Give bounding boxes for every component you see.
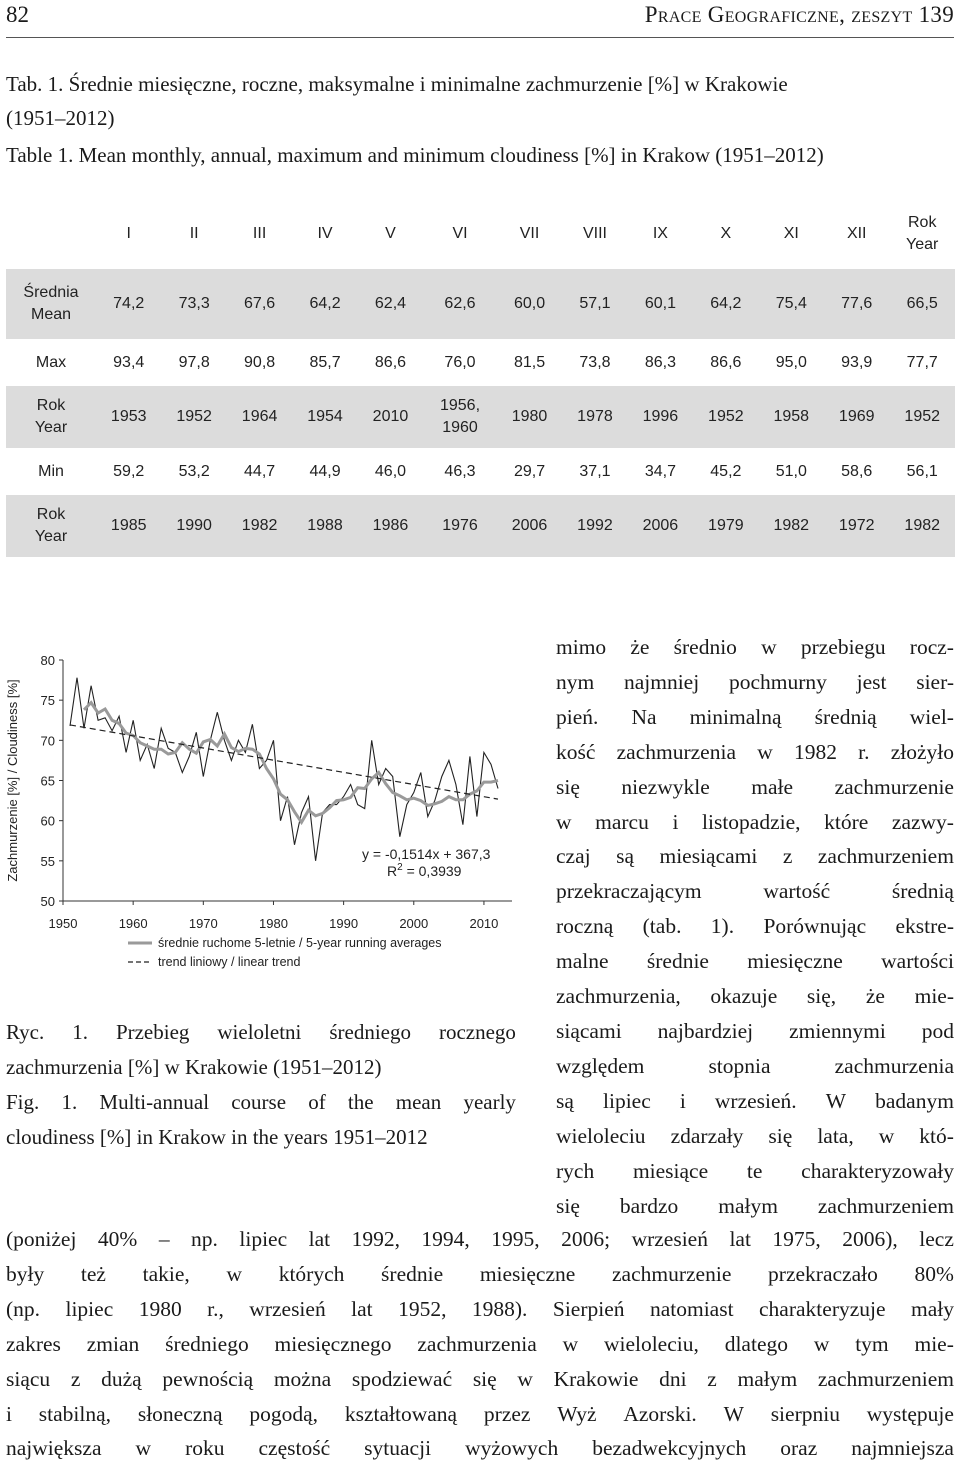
text-line: (poniżej 40% – np. lipiec lat 1992, 1994, 1995, 2006; wrzesień lat 1975, 2006), lecz xyxy=(6,1227,954,1251)
text-line: zakres zmian średniego miesięcznego zachmurzenia w wieloleciu, dlatego w tym mie- xyxy=(6,1331,954,1356)
text-line: największa w roku częstość sytuacji wyżowych bezadwekcyjnych oraz najmniejsza xyxy=(6,1436,954,1461)
y-axis-label: Zachmurzenie [%] / Cloudiness [%] xyxy=(5,679,20,882)
y-tick-label: 70 xyxy=(40,733,55,749)
text-line: kość zachmurzenia w 1982 r. złożyło xyxy=(556,739,954,764)
table-caption-en: Table 1. Mean monthly, annual, maximum and minimum cloudiness [%] in Krakow (1951–2012) xyxy=(6,143,824,167)
table-cell: 62,6 xyxy=(423,269,497,339)
table-caption-pl-1: Tab. 1. Średnie miesięczne, roczne, maksymalne i minimalne zachmurzenie [%] w Krakowie xyxy=(6,72,788,96)
text-line: się bardzo małym zachmurzeniem xyxy=(556,1193,954,1218)
x-tick-label: 2010 xyxy=(469,916,499,931)
cell-line-0: 1956, xyxy=(439,397,481,414)
table-header-row xyxy=(6,199,955,269)
text-line: są lipiec i wrzesień. W badanym xyxy=(556,1088,954,1113)
column-header: X xyxy=(693,199,758,269)
table-cell: 73,3 xyxy=(161,269,226,339)
column-header: I xyxy=(96,199,161,269)
table-cell: 93,9 xyxy=(824,339,889,386)
table-cell: 1952 xyxy=(889,386,955,448)
table-cell: 51,0 xyxy=(759,448,824,495)
text-line: pień. Na minimalną średnią wiel- xyxy=(556,704,954,729)
x-tick-label: 1950 xyxy=(48,916,78,931)
table-row xyxy=(6,448,955,495)
column-header: XII xyxy=(824,199,889,269)
table-cell: 1982 xyxy=(759,495,824,557)
table-cell: 56,1 xyxy=(889,448,955,495)
column-header: IV xyxy=(292,199,357,269)
table-cell: 59,2 xyxy=(96,448,161,495)
table-cell: 45,2 xyxy=(693,448,758,495)
table-cell: 44,9 xyxy=(292,448,357,495)
table-row xyxy=(6,495,955,557)
column-header-annual xyxy=(889,199,955,269)
x-tick-label: 1990 xyxy=(329,916,359,931)
table-cell: 1982 xyxy=(889,495,955,557)
text-line: rych miesiące te charakteryzowały xyxy=(556,1158,954,1183)
text-line: (np. lipiec 1980 r., wrzesień lat 1952, 1988). Sierpień natomiast charakteryzuje mały xyxy=(6,1296,954,1321)
table-cell: 75,4 xyxy=(759,269,824,339)
column-header: XI xyxy=(759,199,824,269)
table-cell: 1996 xyxy=(628,386,693,448)
table-corner xyxy=(6,199,96,269)
table-row xyxy=(6,269,955,339)
annual-header-line-1: Year xyxy=(906,236,939,253)
row-label-line-0: Max xyxy=(35,353,67,371)
table-cell: 62,4 xyxy=(358,269,423,339)
x-tick-label: 1980 xyxy=(259,916,288,931)
text-line: w marcu i listopadzie, które zazwy- xyxy=(556,809,954,834)
table-cell: 1986 xyxy=(358,495,423,557)
column-header: VI xyxy=(423,199,497,269)
table-cell: 77,6 xyxy=(824,269,889,339)
table-cell: 1952 xyxy=(693,386,758,448)
table-cell: 1976 xyxy=(423,495,497,557)
table-cell: 74,2 xyxy=(96,269,161,339)
table-cell: 1985 xyxy=(96,495,161,557)
text-line: przekraczającym wartość średnią xyxy=(556,879,954,904)
table-cell: 81,5 xyxy=(497,339,562,386)
column-header: IX xyxy=(628,199,693,269)
table-cell: 86,3 xyxy=(628,339,693,386)
table-cell: 34,7 xyxy=(628,448,693,495)
column-header: V xyxy=(358,199,423,269)
y-tick-label: 55 xyxy=(40,853,55,869)
text-line: mimo że średnio w przebiegu rocz- xyxy=(556,635,954,659)
table-cell: 1980 xyxy=(497,386,562,448)
table-cell: 95,0 xyxy=(759,339,824,386)
text-line: cloudiness [%] in Krakow in the years 1951–2012 xyxy=(6,1125,428,1149)
table-cell: 53,2 xyxy=(161,448,226,495)
cell-line-1: 1960 xyxy=(442,419,478,436)
page-header xyxy=(0,0,960,40)
table-cell: 2010 xyxy=(358,386,423,448)
row-label xyxy=(6,448,96,495)
text-line: zachmurzenia [%] w Krakowie (1951–2012) xyxy=(6,1055,382,1079)
table-cell: 2006 xyxy=(497,495,562,557)
row-label xyxy=(6,269,96,339)
figure-caption xyxy=(6,1015,516,1155)
table-cell: 86,6 xyxy=(693,339,758,386)
text-line: czaj są miesiącami z zachmurzeniem xyxy=(556,844,954,869)
table-cell: 46,3 xyxy=(423,448,497,495)
y-tick-label: 65 xyxy=(40,773,55,789)
table-cell: 1992 xyxy=(562,495,627,557)
table-cell xyxy=(423,386,497,448)
column-header: III xyxy=(227,199,292,269)
text-line: Ryc. 1. Przebieg wieloletni średniego rocznego xyxy=(6,1020,516,1044)
text-line: siącami najbardziej zmiennymi pod xyxy=(556,1018,954,1043)
body-text xyxy=(6,1222,954,1466)
table-cell: 64,2 xyxy=(693,269,758,339)
table-cell: 76,0 xyxy=(423,339,497,386)
table-cell: 1988 xyxy=(292,495,357,557)
right-column-text xyxy=(556,630,954,1223)
table-cell: 90,8 xyxy=(227,339,292,386)
table-cell: 1952 xyxy=(161,386,226,448)
table-cell: 1982 xyxy=(227,495,292,557)
text-line: zachmurzenia, okazuje się, że mie- xyxy=(556,984,954,1009)
row-label-line-0: Rok xyxy=(36,506,66,523)
row-label-line-0: Rok xyxy=(36,397,66,414)
page-number: 82 xyxy=(6,2,29,27)
table-cell: 60,0 xyxy=(497,269,562,339)
text-line: względem stopnia zachmurzenia xyxy=(556,1053,954,1078)
trend-equation: y = -0,1514x + 367,3 xyxy=(362,846,491,862)
text-line: i stabilną, słoneczną pogodą, kształtowaną przez Wyż Azorski. W sierpniu występuje xyxy=(6,1401,954,1426)
table-cell: 58,6 xyxy=(824,448,889,495)
table-cell: 44,7 xyxy=(227,448,292,495)
figure-chart xyxy=(0,640,520,980)
text-line: malne średnie miesięczne wartości xyxy=(556,949,954,974)
table-caption-pl-2: (1951–2012) xyxy=(6,106,115,130)
y-tick-label: 80 xyxy=(40,653,55,668)
table-cell: 64,2 xyxy=(292,269,357,339)
table-cell: 1972 xyxy=(824,495,889,557)
table-cell: 60,1 xyxy=(628,269,693,339)
linear-trend-line xyxy=(70,725,498,799)
table-cell: 93,4 xyxy=(96,339,161,386)
table-cell: 85,7 xyxy=(292,339,357,386)
table-row xyxy=(6,386,955,448)
annual-header-line-0: Rok xyxy=(907,214,937,231)
table-cell: 1978 xyxy=(562,386,627,448)
row-label-line-0: Min xyxy=(38,462,64,480)
table-row xyxy=(6,339,955,386)
table-cell: 97,8 xyxy=(161,339,226,386)
table-cell: 73,8 xyxy=(562,339,627,386)
row-label xyxy=(6,339,96,386)
row-label-line-1: Year xyxy=(34,419,68,436)
table-cell: 86,6 xyxy=(358,339,423,386)
text-line: się niezwykle małe zachmurzenie xyxy=(556,774,954,799)
table-cell: 66,5 xyxy=(889,269,955,339)
r-squared: $R^2 = 0,3939$ xyxy=(387,862,462,879)
running-average-line xyxy=(84,703,498,823)
y-tick-label: 75 xyxy=(40,693,55,709)
table-cell: 1958 xyxy=(759,386,824,448)
text-line: były też takie, w których średnie miesięczne zachmurzenie przekraczało 80% xyxy=(6,1261,954,1286)
column-header: VII xyxy=(497,199,562,269)
text-line: wieloleciu zdarzały się lata, w któ- xyxy=(556,1123,954,1148)
table-cell: 1990 xyxy=(161,495,226,557)
table-cell: 2006 xyxy=(628,495,693,557)
table-cell: 57,1 xyxy=(562,269,627,339)
column-header: II xyxy=(161,199,226,269)
x-tick-label: 2000 xyxy=(399,916,429,931)
column-header: VIII xyxy=(562,199,627,269)
y-tick-label: 60 xyxy=(40,813,55,829)
row-label-line-1: Mean xyxy=(30,306,72,323)
cloudiness-table xyxy=(6,199,955,557)
row-label-line-0: Średnia xyxy=(23,284,79,301)
table-cell: 1954 xyxy=(292,386,357,448)
table-cell: 1979 xyxy=(693,495,758,557)
table-cell: 46,0 xyxy=(358,448,423,495)
cloudiness-line-chart xyxy=(0,640,520,980)
text-line: nym najmniej pochmurny jest sier- xyxy=(556,669,954,694)
x-tick-label: 1960 xyxy=(118,916,148,931)
table-cell: 1953 xyxy=(96,386,161,448)
text-line: siącu z dużą pewnością można spodziewać się w Krakowie dni z małym zachmurzeniem xyxy=(6,1366,954,1391)
y-tick-label: 50 xyxy=(40,894,55,909)
journal-title: Prace Geograficzne, zeszyt 139 xyxy=(644,2,954,27)
table-cell: 1969 xyxy=(824,386,889,448)
row-label xyxy=(6,386,96,448)
table-cell: 29,7 xyxy=(497,448,562,495)
annual-cloudiness-line xyxy=(70,678,498,861)
legend-trend-label: trend liniowy / linear trend xyxy=(158,955,301,969)
legend-running-label: średnie ruchome 5-letnie / 5-year running averages xyxy=(158,936,442,950)
row-label xyxy=(6,495,96,557)
header-rule xyxy=(6,37,954,38)
x-tick-label: 1970 xyxy=(188,916,218,931)
text-line: roczną (tab. 1). Porównując ekstre- xyxy=(556,914,954,939)
text-line: Fig. 1. Multi-annual course of the mean yearly xyxy=(6,1090,516,1114)
table-cell: 37,1 xyxy=(562,448,627,495)
row-label-line-1: Year xyxy=(34,528,68,545)
table-cell: 1964 xyxy=(227,386,292,448)
table-cell: 67,6 xyxy=(227,269,292,339)
table-cell: 77,7 xyxy=(889,339,955,386)
